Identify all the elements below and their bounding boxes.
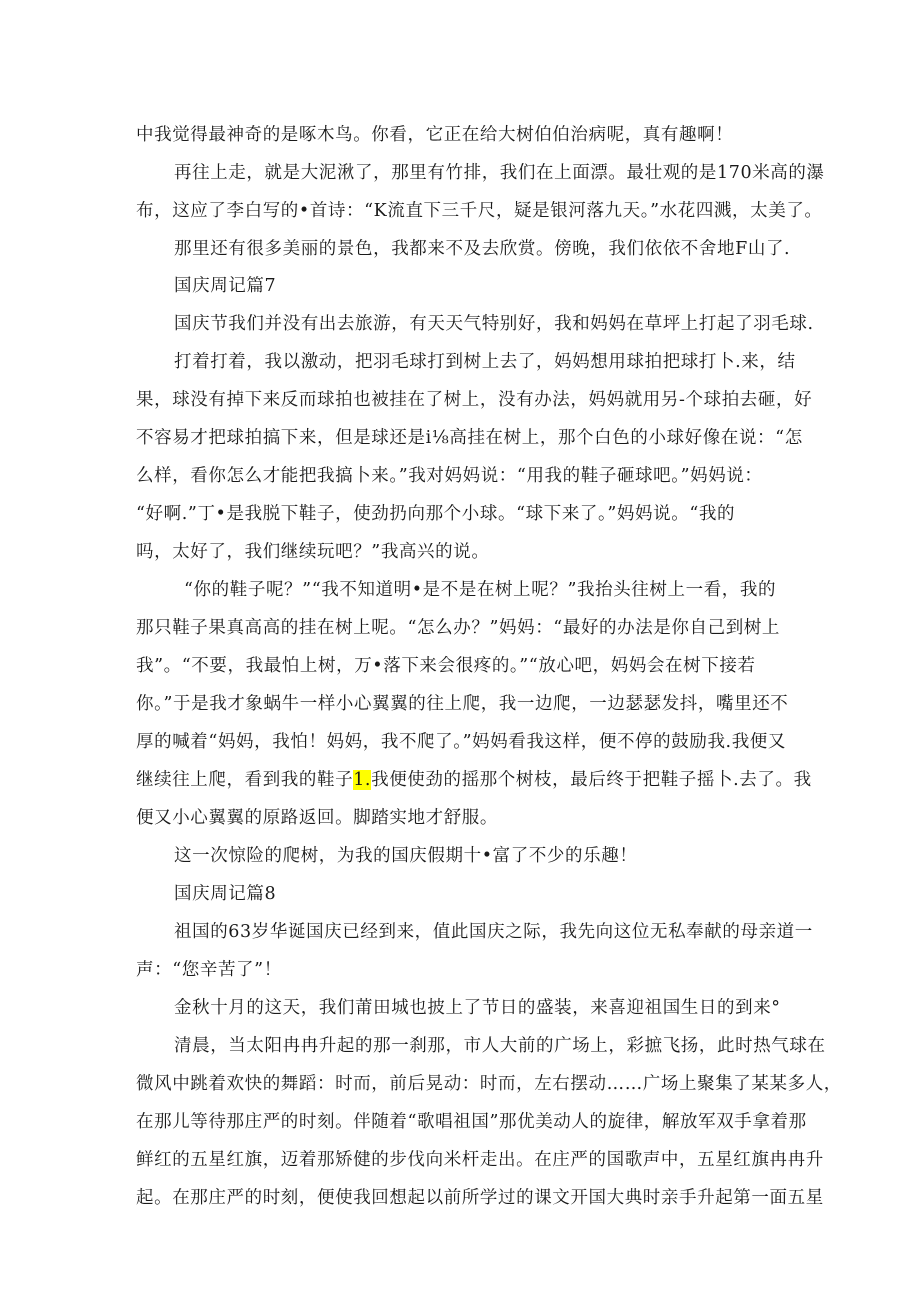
- text-line: [136, 768, 812, 792]
- text-line: 布，这应了李白写的•首诗：“K流直下三千尺，疑是银河落九天。”水花四溅，太美了。: [136, 201, 823, 221]
- text-line: 你。”于是我才象蜗牛一样小心翼翼的往上爬，我一边爬，一边瑟瑟发抖，嘴里还不: [136, 694, 789, 714]
- text-line: 便又小心翼翼的原路返回。脚踏实地才舒服。: [136, 808, 498, 828]
- text-line: “好啊.”丁•是我脱下鞋子，使劲扔向那个小球。“球下来了。”妈妈说。“我的: [136, 504, 736, 524]
- text-line: 吗，太好了，我们继续玩吧？”我高兴的说。: [136, 542, 490, 562]
- text-line: 清晨，当太阳冉冉升起的那一刹那，市人大前的广场上，彩摭飞扬，此时热气球在: [174, 1036, 826, 1056]
- text-line: 声：“您辛苦了”！: [136, 960, 282, 980]
- highlighted-marker: 1.: [353, 770, 372, 790]
- text-line: 不容易才把球拍搞下来，但是球还是i⅛高挂在树上，那个白色的小球好像在说：“怎: [136, 428, 803, 448]
- section-heading: 国庆周记篇8: [174, 884, 277, 904]
- text-line: 祖国的63岁华诞国庆已经到来，值此国庆之际，我先向这位无私奉献的母亲道一: [174, 922, 813, 942]
- section-heading: 国庆周记篇7: [174, 276, 277, 296]
- text-line: “你的鞋子呢？”“我不知道明•是不是在树上呢？”我抬头往树上一看，我的: [184, 580, 777, 600]
- text-line: 微风中跳着欢快的舞蹈：时而，前后晃动：时而，左右摆动……广场上聚集了某某多人，: [136, 1074, 842, 1094]
- text-line: 在那儿等待那庄严的时刻。伴随着“歌唱祖国”那优美动人的旋律，解放军双手拿着那: [136, 1112, 807, 1132]
- text-line: 那只鞋子果真高高的挂在树上呢。“怎么办？”妈妈：“最好的办法是你自己到树上: [136, 618, 781, 638]
- text-line: 国庆节我们并没有出去旅游，有天天气特别好，我和妈妈在草坪上打起了羽毛球.: [174, 314, 814, 334]
- text-line: 鲜红的五星红旗，迈着那矫健的步伐向米杆走出。在庄严的国歌声中，五星红旗冉冉升: [136, 1150, 824, 1170]
- text-line: 厚的喊着“妈妈，我怕！妈妈，我不爬了。”妈妈看我这样，便不停的鼓励我.我便又: [136, 732, 787, 752]
- text-line: 这一次惊险的爬树，为我的国庆假期十•富了不少的乐趣！: [174, 846, 638, 866]
- text-line: 我”。“不要，我最怕上树，万•落下来会很疼的。”“放心吧，妈妈会在树下接若: [136, 656, 756, 676]
- text-segment: 我便使劲的摇那个树枝，最后终于把鞋子摇卜.去了。我: [371, 770, 812, 790]
- text-segment: 继续往上爬，看到我的鞋子: [136, 770, 354, 790]
- text-line: 中我觉得最神奇的是啄木鸟。你看，它正在给大树伯伯治病呢，真有趣啊！: [136, 125, 734, 145]
- text-line: 再往上走，就是大泥湫了，那里有竹排，我们在上面漂。最壮观的是170米高的瀑: [174, 163, 825, 183]
- text-line: 么样，看你怎么才能把我搞卜来。”我对妈妈说：“用我的鞋子砸球吧。”妈妈说：: [136, 466, 763, 486]
- text-line: 那里还有很多美丽的景色，我都来不及去欣赏。傍晚，我们依依不舍地F山了.: [174, 239, 791, 259]
- text-line: 金秋十月的这天，我们莆田城也披上了节日的盛装，来喜迎祖国生日的到来°: [174, 998, 781, 1018]
- text-line: 打着打着，我以激动，把羽毛球打到树上去了，妈妈想用球拍把球打卜.来，结: [174, 352, 796, 372]
- text-line: 果，球没有掉下来反而球拍也被挂在了树上，没有办法，妈妈就用另-个球拍去砸，好: [136, 390, 813, 410]
- text-line: 起。在那庄严的时刻，便使我回想起以前所学过的课文开国大典时亲手升起第一面五星: [136, 1188, 824, 1208]
